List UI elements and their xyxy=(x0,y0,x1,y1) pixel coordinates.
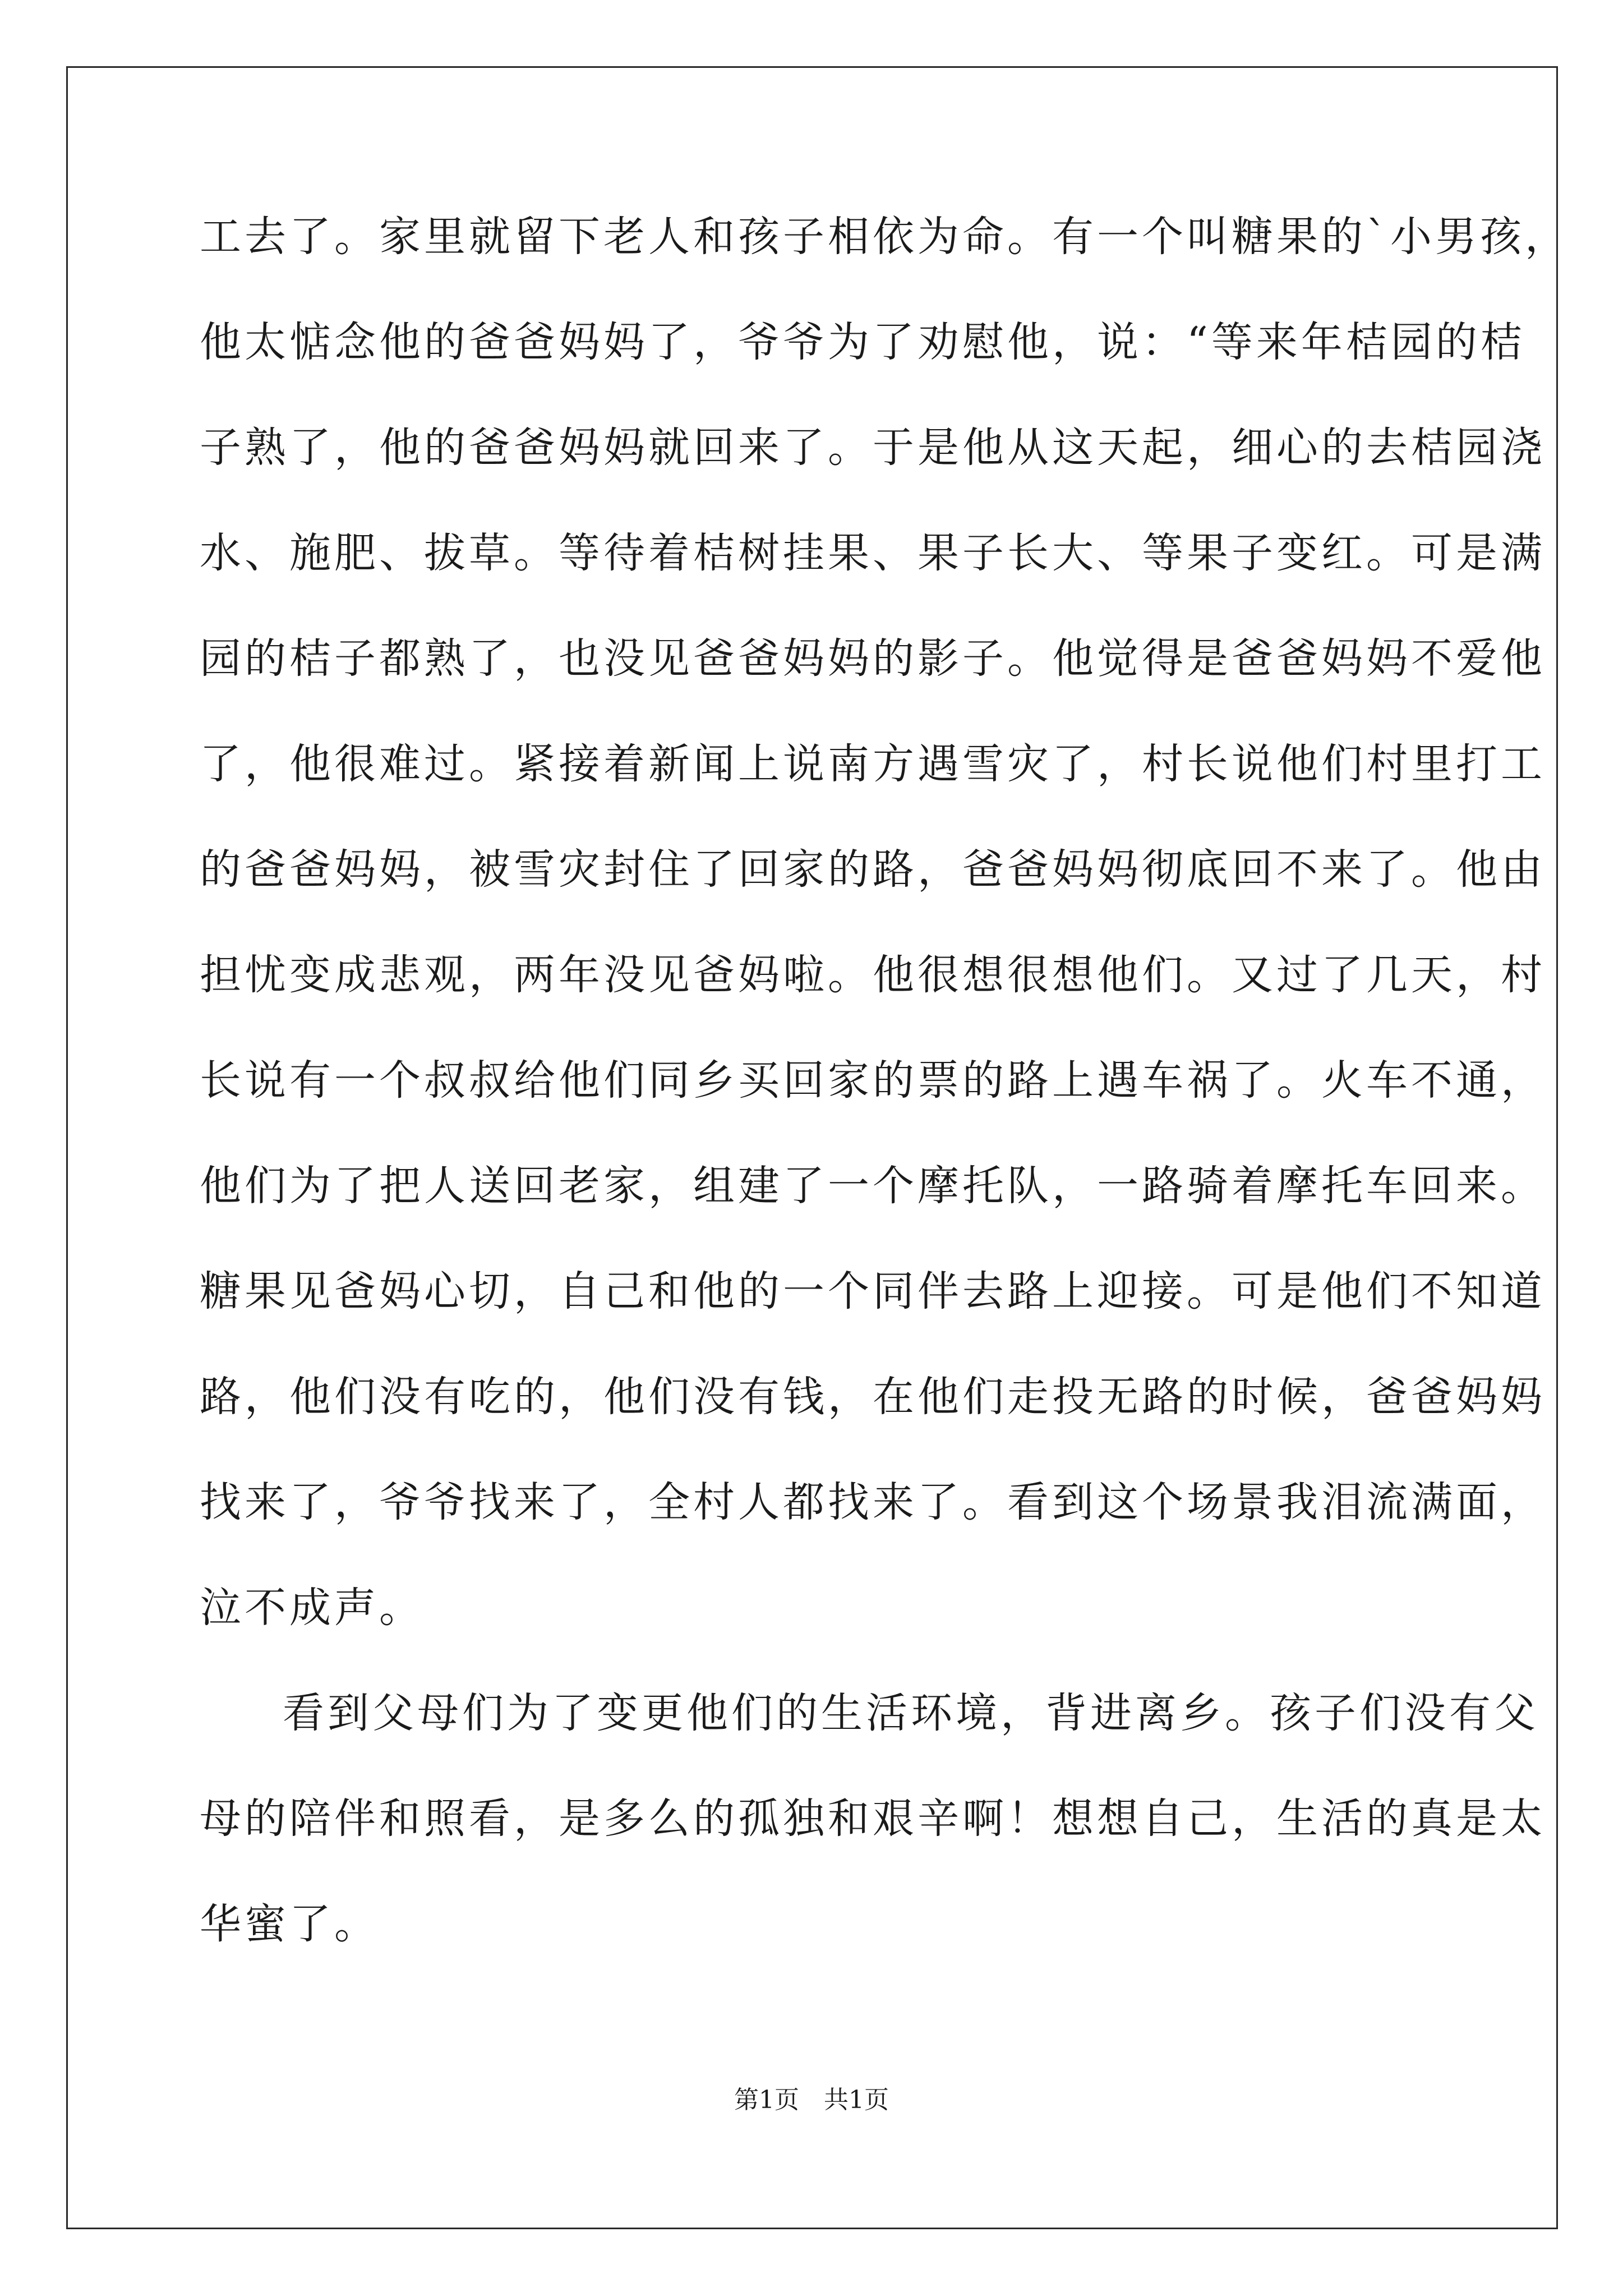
document-body xyxy=(200,204,1570,1997)
paragraph-start-line: 看到父母们为了变更他们的生活环境，背进离乡。孩子们没有父 xyxy=(283,1689,1539,1737)
text-line: 找来了，爷爷找来了，全村人都找来了。看到这个场景我泪流满面， xyxy=(200,1478,1546,1526)
text-line: 水、施肥、拔草。等待着桔树挂果、果子长大、等果子变红。可是满 xyxy=(200,529,1546,577)
text-line: 担忧变成悲观，两年没见爸妈啦。他很想很想他们。又过了几天，村 xyxy=(200,951,1546,999)
page-number-footer: 第1页 共1页 xyxy=(734,2086,889,2114)
text-line: 园的桔子都熟了，也没见爸爸妈妈的影子。他觉得是爸爸妈妈不爱他 xyxy=(200,634,1546,683)
text-line: 了，他很难过。紧接着新闻上说南方遇雪灾了，村长说他们村里打工 xyxy=(200,740,1546,788)
text-line: 路，他们没有吃的，他们没有钱，在他们走投无路的时候，爸爸妈妈 xyxy=(200,1373,1546,1421)
text-line: 糖果见爸妈心切，自己和他的一个同伴去路上迎接。可是他们不知道 xyxy=(200,1267,1546,1315)
text-line: 长说有一个叔叔给他们同乡买回家的票的路上遇车祸了。火车不通， xyxy=(200,1056,1546,1105)
text-line: 华蜜了。 xyxy=(200,1900,379,1948)
text-line: 母的陪伴和照看，是多么的孤独和艰辛啊！想想自己，生活的真是太 xyxy=(200,1795,1546,1843)
text-line: 子熟了，他的爸爸妈妈就回来了。于是他从这天起，细心的去桔园浇 xyxy=(200,424,1546,472)
text-line: 他太惦念他的爸爸妈妈了，爷爷为了劝慰他，说：“等来年桔园的桔 xyxy=(200,318,1525,366)
text-line: 的爸爸妈妈，被雪灾封住了回家的路，爸爸妈妈彻底回不来了。他由 xyxy=(200,845,1546,894)
text-line: 他们为了把人送回老家，组建了一个摩托队，一路骑着摩托车回来。 xyxy=(200,1162,1546,1210)
text-line: 工去了。家里就留下老人和孩子相依为命。有一个叫糖果的`小男孩， xyxy=(200,213,1570,261)
text-line: 泣不成声。 xyxy=(200,1584,424,1632)
